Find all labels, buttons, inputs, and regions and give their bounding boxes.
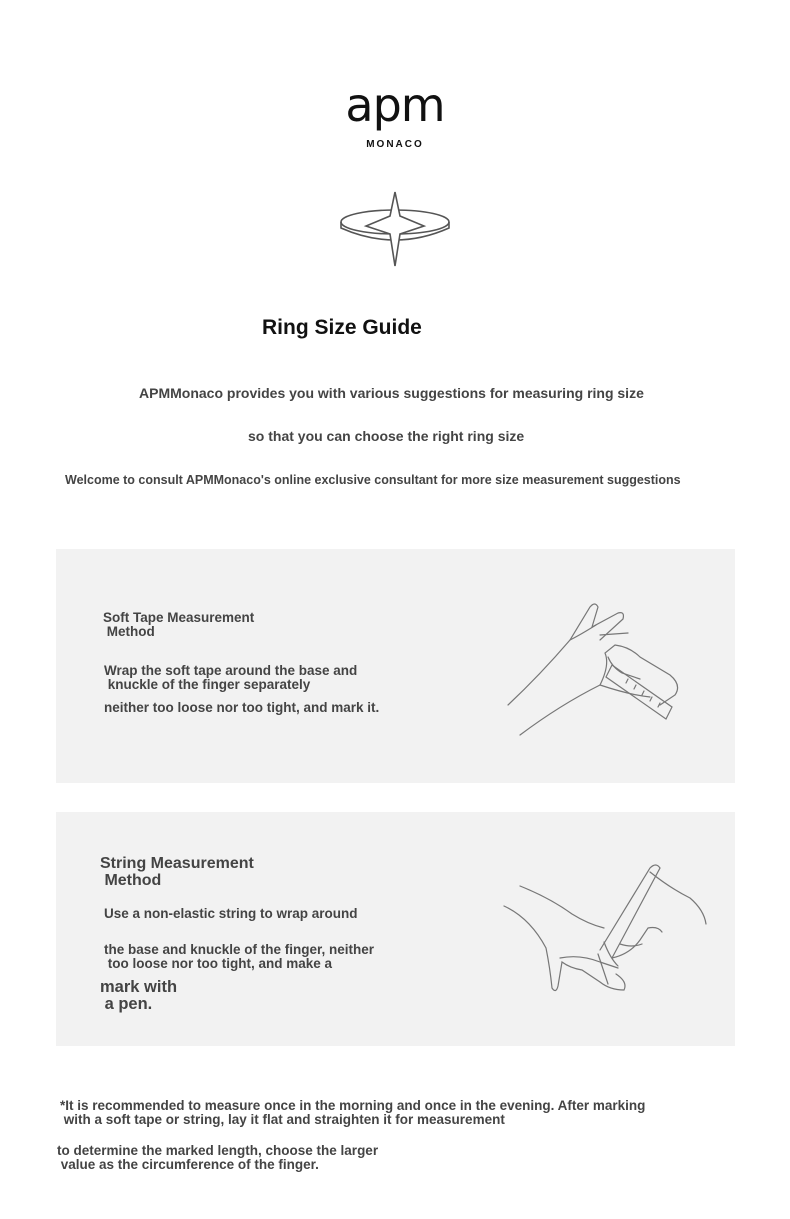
- hand-tape-illustration: [500, 595, 690, 745]
- soft-tape-method-title: Soft Tape Measurement Method: [103, 610, 255, 640]
- intro-line-2: so that you can choose the right ring size: [248, 428, 525, 444]
- string-method-text-1: Use a non-elastic string to wrap around: [104, 906, 358, 921]
- soft-tape-method-text-1: Wrap the soft tape around the base and knuckle of the finger separately: [104, 663, 358, 693]
- hand-string-pen-illustration: [500, 858, 715, 1008]
- recommendation-note: *It is recommended to measure once in the morning and once in the evening. After marking with a soft tape or string, lay it flat and straighten it for measurement: [60, 1098, 646, 1128]
- brand-logo: apm: [345, 78, 445, 132]
- ring-star-icon: [336, 190, 454, 270]
- brand-subtitle: MONACO: [366, 139, 424, 150]
- recommendation-note-2: to determine the marked length, choose the larger value as the circumference of the finger.: [57, 1143, 379, 1173]
- string-method-text-3: mark with a pen.: [100, 978, 178, 1014]
- string-method-title: String Measurement Method: [100, 855, 254, 889]
- string-method-text-2: the base and knuckle of the finger, neither too loose nor too tight, and make a: [104, 942, 375, 972]
- page-title: Ring Size Guide: [262, 316, 422, 339]
- intro-line-1: APMMonaco provides you with various suggestions for measuring ring size: [139, 385, 644, 401]
- intro-line-3: Welcome to consult APMMonaco's online exclusive consultant for more size measurement suggestions: [65, 473, 681, 487]
- soft-tape-method-text-2: neither too loose nor too tight, and mark it.: [104, 700, 380, 715]
